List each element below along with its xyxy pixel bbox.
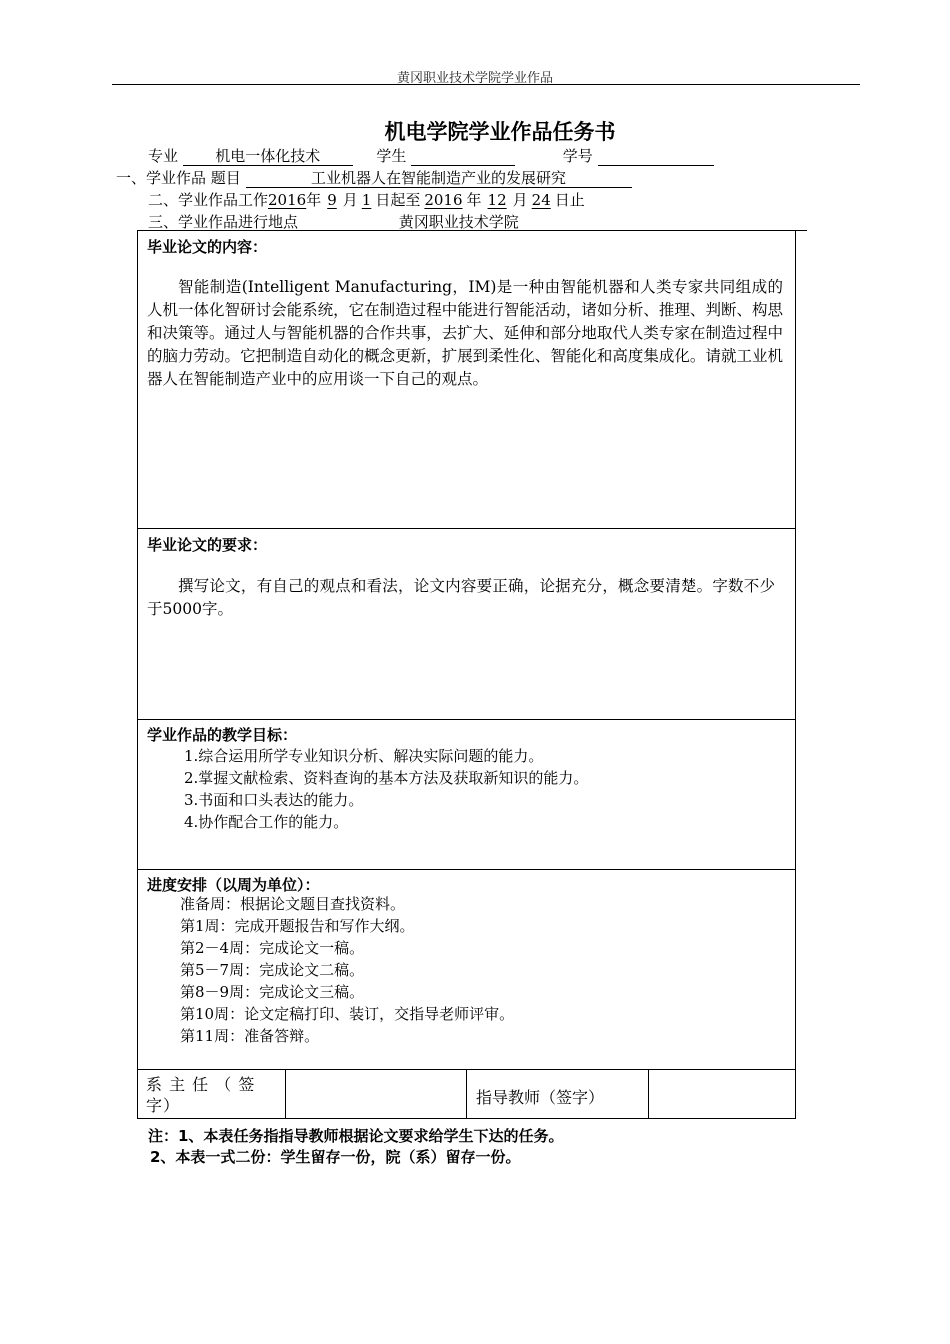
goal-item: 4.协作配合工作的能力。 [184, 813, 349, 831]
schedule-item: 第10周：论文定稿打印、装订，交指导老师评审。 [180, 1005, 515, 1023]
dept-head-signature-field[interactable] [287, 1071, 464, 1116]
note-2: 2、本表一式二份：学生留存一份，院（系）留存一份。 [150, 1148, 521, 1166]
goal-item: 2.掌握文献检索、资料查询的基本方法及获取新知识的能力。 [184, 769, 589, 787]
schedule-item: 第2－4周：完成论文一稿。 [180, 939, 365, 957]
goal-item: 1.综合运用所学专业知识分析、解决实际问题的能力。 [184, 747, 544, 765]
start-day[interactable]: 1 [361, 191, 372, 209]
start-year[interactable]: 2016 [268, 191, 307, 209]
content-section-body: 智能制造(Intelligent Manufacturing，IM)是一种由智能机器和人类专家共同组成的人机一体化智研讨会能系统，它在制造过程中能进行智能活动，诸如分析、推理、判断、构思和决策等。通过人与智能机器的合作共事，去扩大、延伸和部分地取代人类专家在制造过程中的脑力劳动。它把制造自动化的概念更新，扩展到柔性化、智能化和高度集成化。请就工业机器人在智能制造产业中的应用谈一下自己的观点。 [147, 278, 783, 388]
student-field[interactable] [411, 146, 515, 166]
student-id-label: 学号 [562, 147, 593, 165]
header-rule [112, 84, 860, 85]
schedule-item: 第1周：完成开题报告和写作大纲。 [180, 917, 415, 935]
period-label: 二、学业作品工作 [148, 191, 269, 209]
topic-field[interactable]: 工业机器人在智能制造产业的发展研究 [246, 168, 632, 188]
topic-label: 一、学业作品 题目 [116, 169, 241, 187]
row-divider-2 [137, 719, 796, 720]
month-char-2: 月 [512, 191, 528, 209]
sig-divider-1 [285, 1069, 286, 1118]
schedule-item: 第8－9周：完成论文三稿。 [180, 983, 365, 1001]
year-char-2: 年 [466, 191, 482, 209]
major-field[interactable]: 机电一体化技术 [183, 146, 353, 166]
from-text: 日起至 [375, 191, 421, 209]
end-day[interactable]: 24 [531, 191, 551, 209]
table-bottom-border [137, 1118, 796, 1119]
advisor-signature-field[interactable] [650, 1071, 794, 1116]
goal-item: 3.书面和口头表达的能力。 [184, 791, 364, 809]
year-char: 年 [306, 191, 322, 209]
requirements-section-title: 毕业论文的要求： [147, 536, 268, 554]
goals-section-title: 学业作品的教学目标： [147, 726, 298, 744]
schedule-section-title: 进度安排（以周为单位）： [147, 876, 320, 894]
sig-divider-2 [466, 1069, 467, 1118]
advisor-signature-label: 指导教师（签字） [476, 1088, 605, 1107]
row-divider-3 [137, 869, 796, 870]
info-row-period [148, 190, 585, 210]
document-title: 机电学院学业作品任务书 [384, 120, 616, 144]
table-right-border [795, 230, 796, 1118]
info-row-major [148, 146, 714, 166]
requirements-section-body: 撰写论文，有自己的观点和看法，论文内容要正确，论据充分，概念要清楚。字数不少于5000字。 [147, 577, 775, 618]
info-row-location [148, 212, 769, 232]
note-1: 注：1、本表任务指指导教师根据论文要求给学生下达的任务。 [148, 1127, 564, 1145]
location-label: 三、学业作品进行地点 [148, 213, 299, 231]
sig-divider-3 [648, 1069, 649, 1118]
schedule-item: 准备周：根据论文题目查找资料。 [180, 895, 406, 913]
until-text: 日止 [554, 191, 585, 209]
schedule-item: 第11周：准备答辩。 [180, 1027, 320, 1045]
end-year[interactable]: 2016 [424, 191, 463, 209]
running-header: 黄冈职业技术学院学业作品 [396, 71, 553, 86]
row-divider-1 [137, 528, 796, 529]
student-id-field[interactable] [598, 146, 714, 166]
goals-list [184, 745, 588, 833]
month-char: 月 [342, 191, 358, 209]
table-left-border [137, 230, 138, 1118]
student-label: 学生 [376, 147, 407, 165]
content-section-title: 毕业论文的内容： [147, 238, 268, 256]
start-month[interactable]: 9 [327, 191, 337, 209]
end-month[interactable]: 12 [487, 191, 507, 209]
location-field[interactable]: 黄冈职业技术学院 [303, 212, 769, 231]
dept-head-signature-label: 系 主 任 （ 签 字） [146, 1075, 256, 1115]
schedule-item: 第5－7周：完成论文二稿。 [180, 961, 365, 979]
schedule-list [180, 893, 514, 1047]
major-label: 专业 [148, 147, 179, 165]
table-top-border [137, 230, 807, 231]
info-row-topic [116, 168, 632, 188]
